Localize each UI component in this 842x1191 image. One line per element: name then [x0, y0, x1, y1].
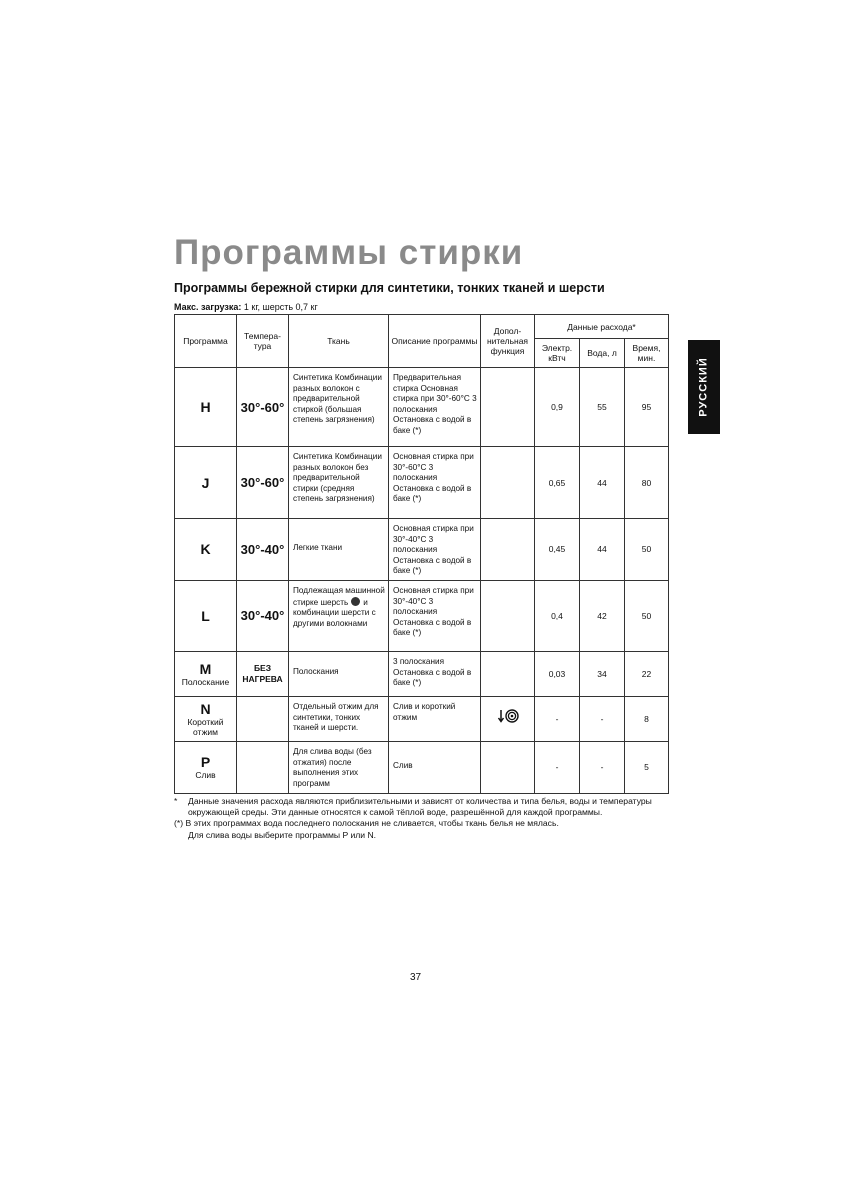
extra-cell — [481, 696, 535, 741]
fabric-cell: Отдельный отжим для синтетики, тонких тканей и шерсти. — [289, 696, 389, 741]
program-letter: M — [199, 660, 212, 677]
table-row — [175, 651, 669, 696]
energy-cell: 0,03 — [535, 651, 580, 696]
program-letter: P — [200, 754, 211, 771]
fabric-text-before: Подлежащая машинной стирке шерсть — [293, 585, 385, 607]
description-cell: Основная стирка при 30°-40°C 3 полоскания Остановка с водой в баке (*) — [389, 519, 481, 581]
program-cell — [175, 651, 237, 696]
footnotes — [174, 796, 670, 841]
water-cell: 44 — [580, 519, 625, 581]
program-letter: L — [201, 607, 210, 624]
temperature-cell — [237, 741, 289, 793]
energy-cell: 0,45 — [535, 519, 580, 581]
fabric-cell: Синтетика Комбинации разных волокон без предварительной стирки (средняя степень загрязнения) — [289, 447, 389, 519]
table-row — [175, 741, 669, 793]
extra-cell — [481, 580, 535, 651]
description-cell: Слив и короткий отжим — [389, 696, 481, 741]
table-row — [175, 580, 669, 651]
time-cell: 22 — [625, 651, 669, 696]
program-letter: K — [200, 541, 211, 558]
water-cell: 42 — [580, 580, 625, 651]
program-cell — [175, 580, 237, 651]
program-cell — [175, 741, 237, 793]
energy-cell: 0,65 — [535, 447, 580, 519]
header-time: Время, мин. — [625, 339, 669, 368]
header-description: Описание программы — [389, 315, 481, 368]
description-cell: Основная стирка при 30°-40°C 3 полоскания Остановка с водой в баке (*) — [389, 580, 481, 651]
header-energy: Электр. кВтч — [535, 339, 580, 368]
header-extra: Допол-нительная функция — [481, 315, 535, 368]
program-letter: N — [200, 700, 211, 717]
extra-cell — [481, 651, 535, 696]
time-cell: 50 — [625, 519, 669, 581]
temperature-cell: 30°-60° — [237, 447, 289, 519]
program-cell — [175, 447, 237, 519]
program-cell — [175, 368, 237, 447]
extra-cell — [481, 368, 535, 447]
max-load-value: 1 кг, шерсть 0,7 кг — [243, 302, 318, 312]
header-program: Программа — [175, 315, 237, 368]
energy-cell: 0,9 — [535, 368, 580, 447]
wool-wash-icon — [351, 597, 360, 606]
program-name: Полоскание — [181, 676, 230, 687]
time-cell: 95 — [625, 368, 669, 447]
header-fabric: Ткань — [289, 315, 389, 368]
language-tab-label: РУССКИЙ — [698, 357, 711, 417]
temperature-cell: 30°-40° — [237, 519, 289, 581]
water-cell: - — [580, 741, 625, 793]
temperature-cell: 30°-40° — [237, 580, 289, 651]
header-water: Вода, л — [580, 339, 625, 368]
temperature-cell: БЕЗ НАГРЕВА — [237, 651, 289, 696]
extra-cell — [481, 741, 535, 793]
description-cell: Слив — [389, 741, 481, 793]
time-cell: 50 — [625, 580, 669, 651]
table-row — [175, 368, 669, 447]
fabric-cell — [289, 580, 389, 651]
program-letter: H — [200, 399, 211, 415]
temperature-cell — [237, 696, 289, 741]
max-load — [174, 302, 318, 313]
time-cell: 80 — [625, 447, 669, 519]
footnote-water-stop: (*) В этих программах вода последнего полоскания не сливается, чтобы ткань белья не мялась. — [174, 818, 559, 829]
programs-table — [174, 314, 669, 794]
water-cell: 34 — [580, 651, 625, 696]
footnote-consumption-text: Данные значения расхода являются приблизительными и зависят от количества и типа белья, воды и температуры окружающей среды. Эти данные относятся к самой тёплой воде, разрешённой для каждой программы. — [188, 796, 652, 818]
header-consumption: Данные расхода* — [535, 315, 669, 339]
water-cell: 44 — [580, 447, 625, 519]
table-header-row — [175, 315, 669, 339]
table-row — [175, 696, 669, 741]
footnote-consumption — [174, 796, 670, 818]
time-cell: 5 — [625, 741, 669, 793]
table-row — [175, 447, 669, 519]
section-subtitle: Программы бережной стирки для синтетики, тонких тканей и шерсти — [174, 281, 605, 295]
program-cell — [175, 519, 237, 581]
description-cell: Основная стирка при 30°-60°C 3 полоскания Остановка с водой в баке (*) — [389, 447, 481, 519]
program-name: Короткий отжим — [187, 716, 224, 737]
fabric-text-after: и комбинации шерсти с другими волокнами — [293, 597, 376, 628]
page-number: 37 — [410, 972, 422, 983]
page-title: Программы стирки — [174, 233, 524, 272]
footnote-mark: * — [174, 796, 178, 806]
program-name: Слив — [195, 770, 216, 781]
water-cell: - — [580, 696, 625, 741]
header-temperature: Темпера-тура — [237, 315, 289, 368]
energy-cell: 0,4 — [535, 580, 580, 651]
water-cell: 55 — [580, 368, 625, 447]
energy-cell: - — [535, 741, 580, 793]
fabric-cell: Синтетика Комбинации разных волокон с предварительной стиркой (большая степень загрязнения) — [289, 368, 389, 447]
spin-reduce-icon — [497, 708, 519, 724]
program-letter: J — [201, 474, 210, 491]
fabric-cell: Легкие ткани — [289, 519, 389, 581]
extra-cell — [481, 447, 535, 519]
max-load-label: Макс. загрузка: — [174, 302, 242, 312]
footnote-drain-hint: Для слива воды выберите программы P или N. — [188, 829, 377, 840]
energy-cell: - — [535, 696, 580, 741]
extra-cell — [481, 519, 535, 581]
temperature-cell: 30°-60° — [237, 368, 289, 447]
language-tab — [688, 340, 720, 434]
description-cell: Предварительная стирка Основная стирка при 30°-60°C 3 полоскания Остановка с водой в баке (*) — [389, 368, 481, 447]
fabric-cell: Полоскания — [289, 651, 389, 696]
fabric-cell: Для слива воды (без отжатия) после выполнения этих программ — [289, 741, 389, 793]
time-cell: 8 — [625, 696, 669, 741]
program-cell — [175, 696, 237, 741]
table-row — [175, 519, 669, 581]
description-cell: 3 полоскания Остановка с водой в баке (*) — [389, 651, 481, 696]
